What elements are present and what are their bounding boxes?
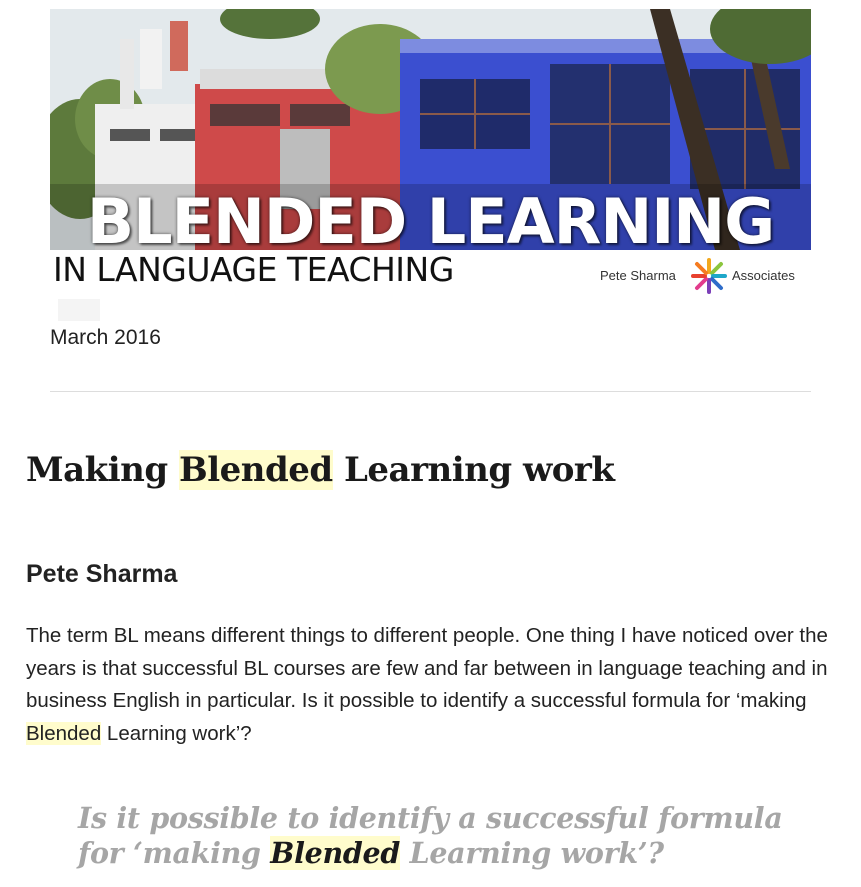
newsletter-date: March 2016 [50, 326, 161, 349]
article-author: Pete Sharma [26, 560, 178, 588]
brand-name-left: Pete Sharma [600, 268, 676, 283]
brand-name-right: Associates [732, 268, 795, 283]
flower-logo-icon [688, 256, 730, 296]
brand-logo-block [598, 256, 813, 296]
article-headline [26, 450, 614, 490]
banner-subtitle: IN LANGUAGE TEACHING [53, 250, 454, 289]
headline-text-after: Learning work [332, 450, 615, 490]
header-banner [50, 9, 811, 250]
banner-title: BLENDED LEARNING [86, 185, 775, 250]
pull-quote [78, 801, 818, 871]
article-paragraph [26, 620, 836, 750]
image-placeholder [58, 299, 100, 321]
pull-quote-text-before: Is it possible to identify a successful formula for ‘making [78, 801, 783, 870]
divider [50, 391, 811, 392]
paragraph-text-after: Learning work’? [101, 721, 252, 745]
headline-highlight: Blended [178, 450, 333, 490]
paragraph-highlight: Blended [26, 721, 102, 745]
pull-quote-text-after: Learning work’? [399, 836, 664, 870]
pull-quote-highlight: Blended [270, 836, 400, 870]
headline-text-before: Making [26, 450, 179, 490]
paragraph-text-before: The term BL means different things to different people. One thing I have noticed over the years is that successful BL courses are few and far between in language teaching and in business English in particular. Is it possible to identify a successful formula for ‘making [26, 624, 828, 712]
